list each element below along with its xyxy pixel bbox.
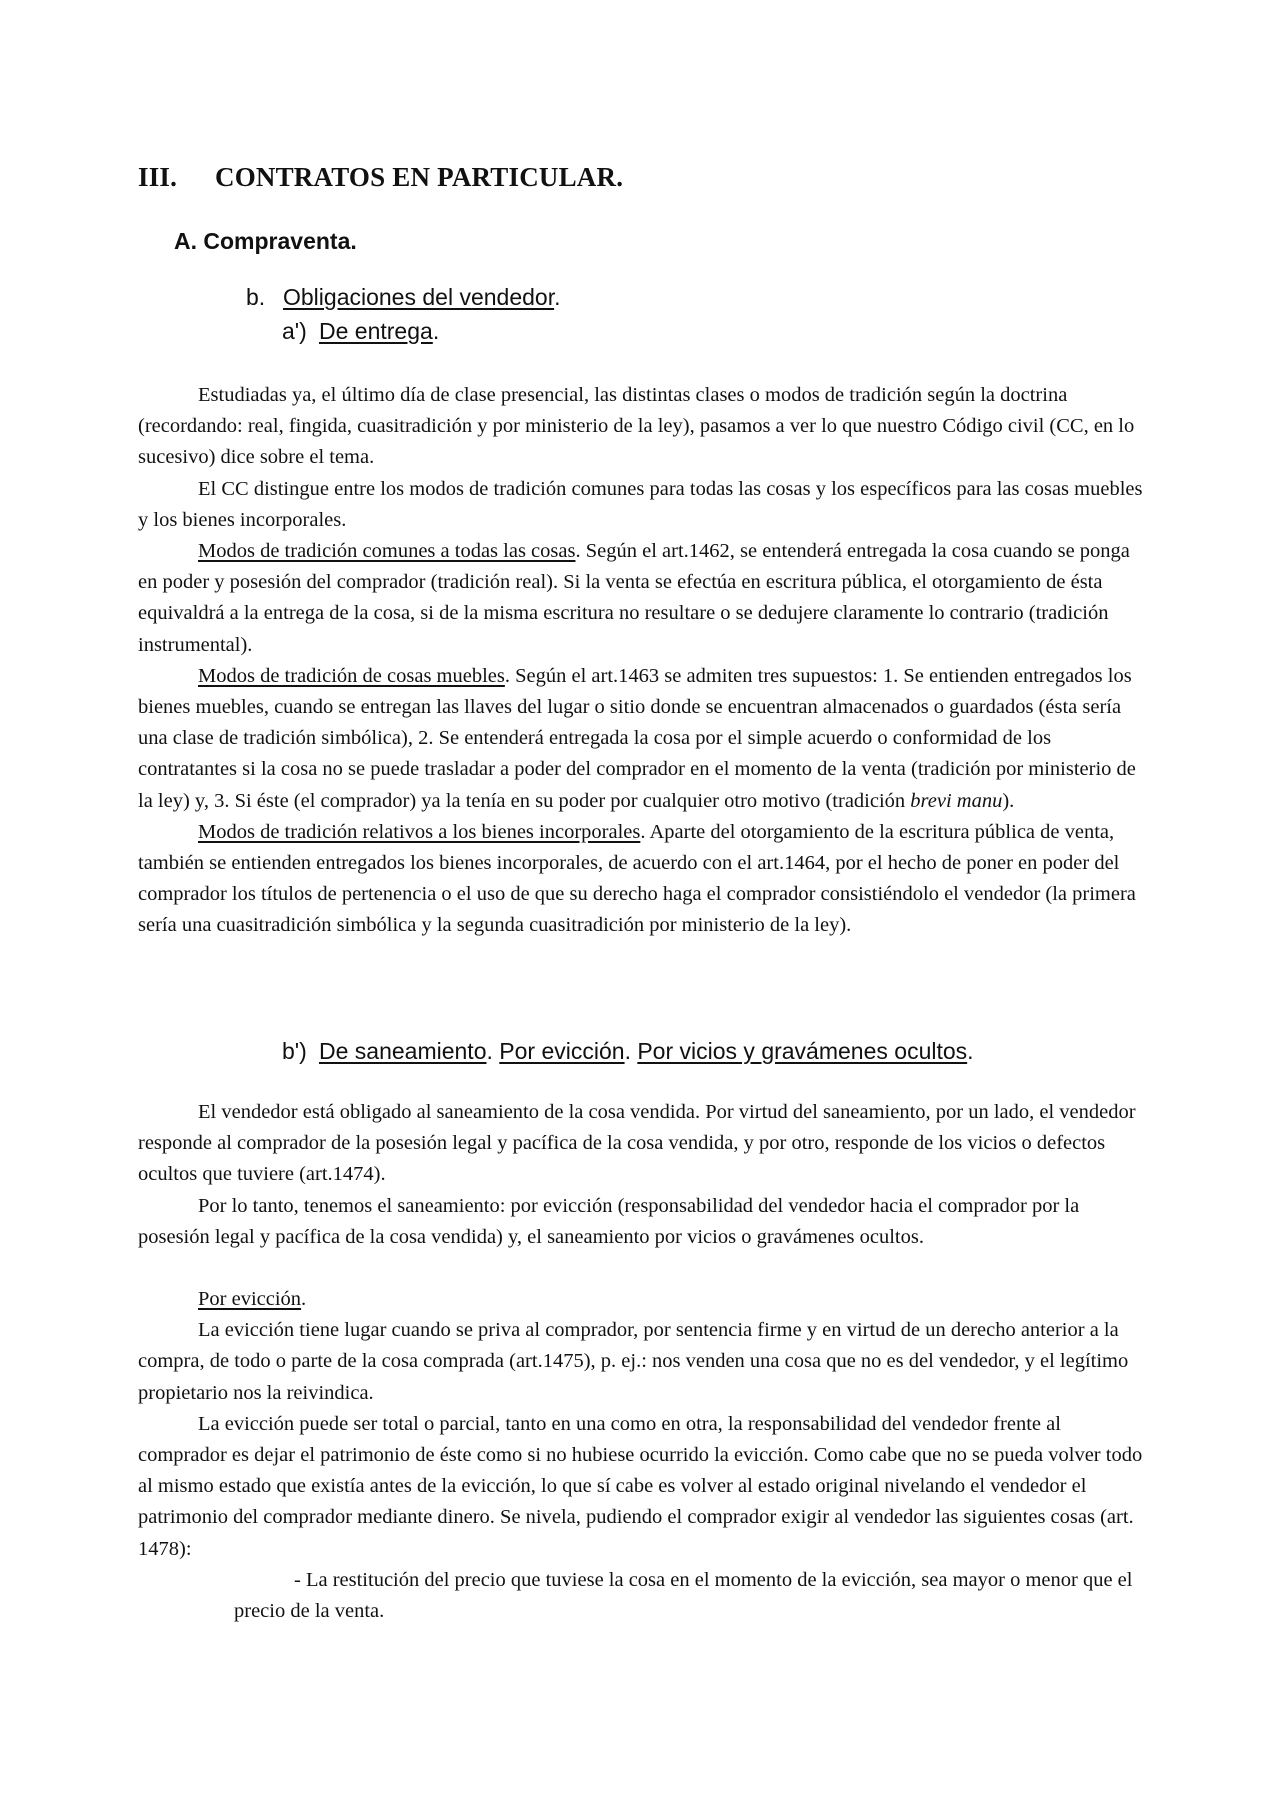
entrega-title: De entrega: [319, 318, 433, 344]
entrega-marker: a'): [282, 318, 307, 344]
eviccion-body: [138, 1284, 1153, 1627]
obligaciones-marker: b.: [246, 284, 266, 310]
saneamiento-sep-1: .: [486, 1038, 500, 1064]
saneamiento-heading: [282, 1038, 974, 1065]
section-heading: [138, 162, 623, 193]
eviccion-heading-title: Por evicción: [198, 1288, 302, 1310]
modos-muebles-title: Modos de tradición de cosas muebles: [198, 664, 505, 687]
saneamiento-title: De saneamiento: [319, 1038, 487, 1064]
entrega-paragraph-2: El CC distingue entre los modos de tradición comunes para todas las cosas y los específicos para las cosas muebles y los bienes incorporales.: [138, 477, 1143, 531]
saneamiento-paragraph-1: El vendedor está obligado al saneamiento de la cosa vendida. Por virtud del saneamiento, por un lado, el vendedor responde al comprador de la posesión legal y pacífica de la cosa vendida, y por otro, responde de los vicios o defectos ocultos que tuviere (art.1474).: [138, 1101, 1136, 1186]
obligaciones-heading: [246, 284, 560, 311]
obligaciones-title: Obligaciones del vendedor: [283, 284, 555, 310]
entrega-paragraph-3: [138, 536, 1153, 661]
modos-comunes-text: . Según el art.1462, se entenderá entregada la cosa cuando se ponga en poder y posesión del comprador (tradición real). Si la venta se efectúa en escritura pública, el otorgamiento de ésta equivaldrá a la entrega de la cosa, si de la misma escritura no resultare o se dedujere claramente lo contrario (tradición instrumental).: [138, 540, 1130, 656]
entrega-heading: [282, 318, 439, 345]
vicios-title: Por vicios y gravámenes ocultos: [637, 1038, 968, 1064]
subsection-heading: A. Compraventa.: [174, 228, 357, 254]
eviccion-heading: [138, 1284, 1153, 1315]
saneamiento-sep-2: .: [624, 1038, 638, 1064]
section-number: III.: [138, 162, 178, 192]
modos-muebles-end: ).: [1002, 789, 1015, 812]
entrega-paragraph-4: [138, 661, 1153, 817]
modos-incorporales-title: Modos de tradición relativos a los bienes incorporales: [198, 820, 641, 843]
saneamiento-marker: b'): [282, 1038, 307, 1064]
modos-incorporales-text: . Aparte del otorgamiento de la escritura pública de venta, también se entienden entregados los bienes incorporales, de acuerdo con el art.1464, por el hecho de poner en poder del comprador los títulos de pertenencia o el uso de que su derecho haga el comprador consistiéndolo el vendedor (la primera sería una cuasitradición simbólica y la segunda cuasitradición por ministerio de la ley).: [138, 820, 1136, 937]
brevi-manu-italic: brevi manu: [910, 789, 1003, 812]
eviccion-paragraph-1: La evicción tiene lugar cuando se priva al comprador, por sentencia firme y en virtud de un derecho anterior a la compra, de todo o parte de la cosa comprada (art.1475), p. ej.: nos venden una cosa que no es del vendedor, y el legítimo propietario nos la reivindica.: [138, 1319, 1129, 1404]
section-title: CONTRATOS EN PARTICULAR.: [215, 162, 624, 192]
entrega-paragraph-5: [138, 817, 1153, 942]
eviccion-title: Por evicción: [499, 1038, 625, 1064]
modos-comunes-title: Modos de tradición comunes a todas las cosas: [198, 540, 576, 563]
saneamiento-paragraph-2: Por lo tanto, tenemos el saneamiento: por evicción (responsabilidad del vendedor hacia el comprador por la posesión legal y pacífica de la cosa vendida) y, el saneamiento por vicios o gravámenes ocultos.: [138, 1194, 1080, 1248]
list-item: - La restitución del precio que tuviese la cosa en el momento de la evicción, sea mayor o menor que el precio de la venta.: [234, 1568, 1133, 1623]
entrega-body: [138, 380, 1153, 942]
eviccion-heading-suffix: .: [301, 1288, 307, 1310]
eviccion-paragraph-2: La evicción puede ser total o parcial, tanto en una como en otra, la responsabilidad del vendedor frente al comprador es dejar el patrimonio de éste como si no hubiese ocurrido la evicción. Como cabe que no se pueda volver todo al mismo estado que existía antes de la evicción, lo que sí cabe es volver al estado original nivelando el vendedor el patrimonio del comprador mediante dinero. Se nivela, pudiendo el comprador exigir al vendedor las siguientes cosas (art. 1478):: [138, 1412, 1143, 1560]
entrega-paragraph-1: Estudiadas ya, el último día de clase presencial, las distintas clases o modos de tradición según la doctrina (recordando: real, fingida, cuasitradición y por ministerio de la ley), pasamos a ver lo que nuestro Código civil (CC, en lo sucesivo) dice sobre el tema.: [138, 384, 1135, 469]
saneamiento-suffix: .: [967, 1038, 974, 1064]
saneamiento-body: [138, 1097, 1153, 1253]
entrega-suffix: .: [432, 318, 440, 344]
obligaciones-suffix: .: [554, 284, 561, 310]
modos-muebles-text: . Según el art.1463 se admiten tres supuestos: 1. Se entienden entregados los bienes muebles, cuando se entregan las llaves del lugar o sitio donde se encuentran almacenados o guardados (ésta sería una clase de tradición simbólica), 2. Se entenderá entregada la cosa por el simple acuerdo o conformidad de los contratantes si la cosa no se puede trasladar a poder del comprador en el momento de la venta (tradición por ministerio de la ley) y, 3. Si éste (el comprador) ya la tenía en su poder por cualquier otro motivo (tradición: [138, 664, 1136, 812]
